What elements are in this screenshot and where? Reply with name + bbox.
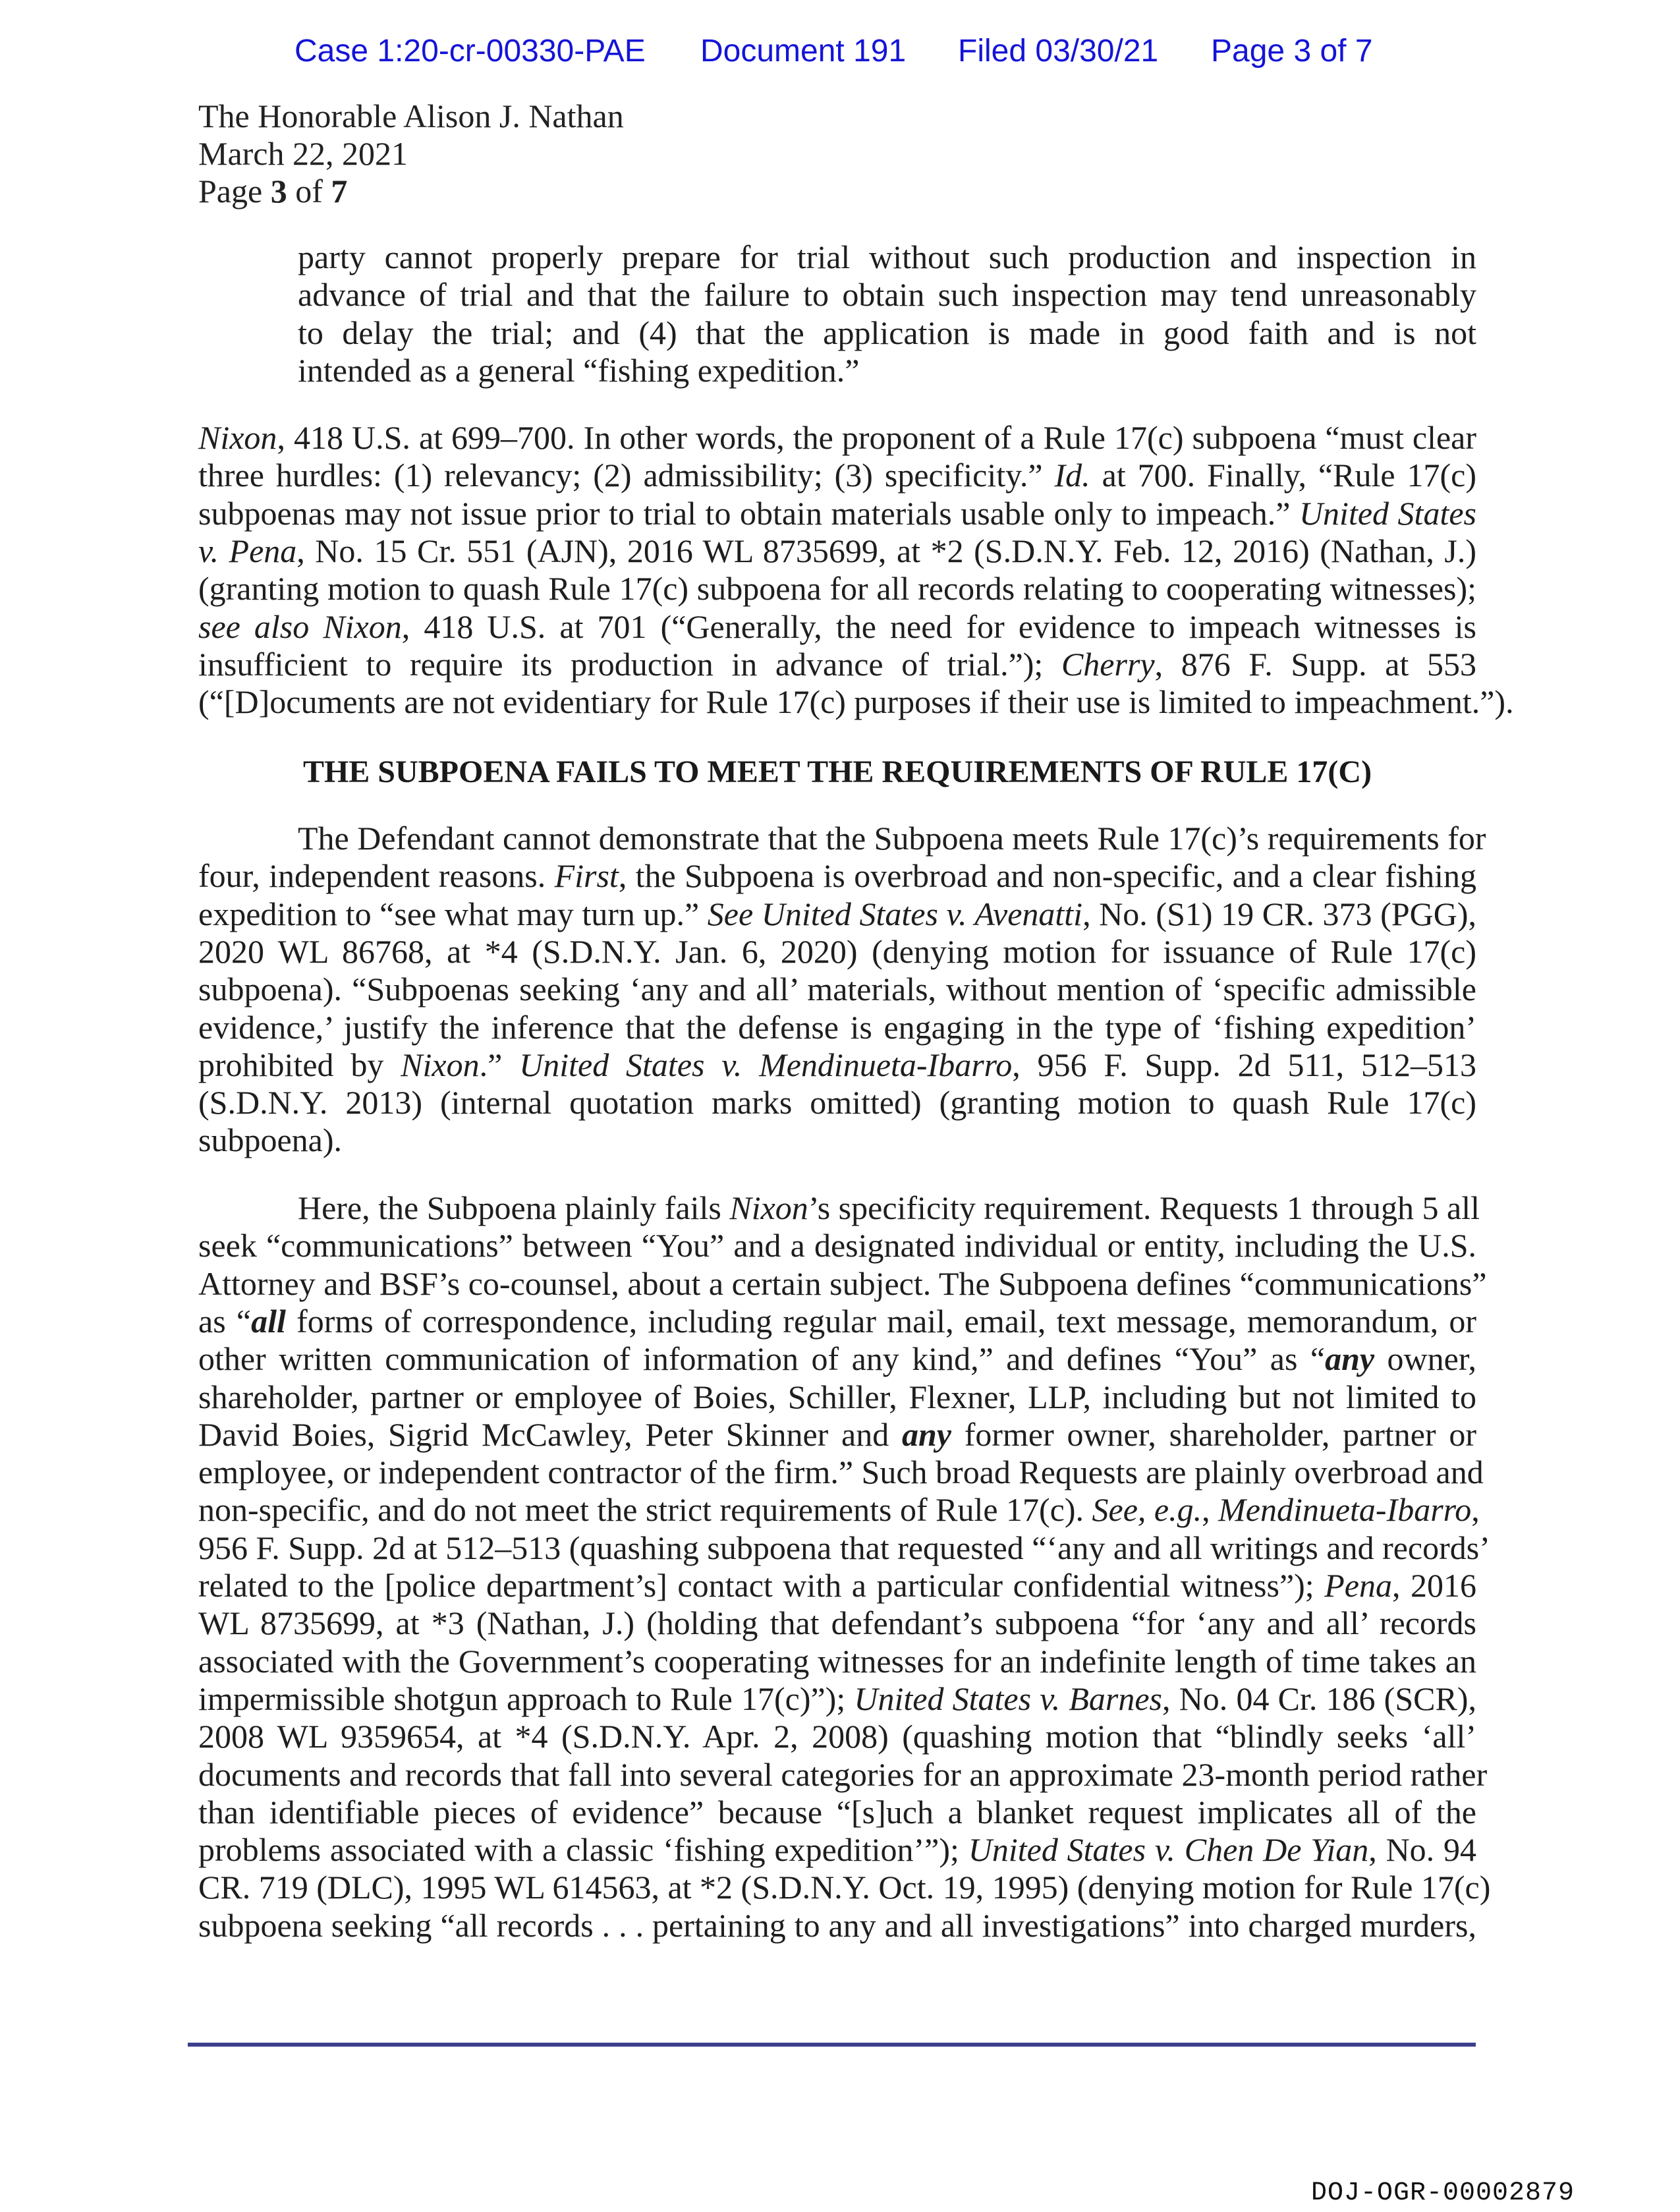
text-run: as “ [198, 1302, 252, 1340]
text-run: , No. 15 Cr. 551 (AJN), 2016 WL 8735699, at *2 (S.D.N.Y. Feb. 12, 2016) (Nathan, J.) [296, 532, 1476, 569]
text-run: (S.D.N.Y. 2013) (internal quotation marks omitted) (granting motion to quash Rule 17(c) [198, 1084, 1476, 1121]
quote-line: advance of trial and that the failure to obtain such inspection may tend unreasonably [298, 276, 1476, 313]
text-run: , 418 U.S. at 699–700. In other words, the proponent of a Rule 17(c) subpoena “must clear [277, 419, 1476, 456]
page-prefix: Page [198, 173, 271, 210]
text-run: (granting motion to quash Rule 17(c) subpoena for all records relating to cooperating witnesses); [198, 570, 1476, 608]
text-run: , No. 04 Cr. 186 (SCR), [1162, 1680, 1476, 1717]
text-line [198, 1084, 1476, 1121]
text-run: four, independent reasons. [198, 857, 555, 895]
text-line [198, 1378, 1476, 1416]
text-run: three hurdles: (1) relevancy; (2) admissibility; (3) specificity.” [198, 457, 1055, 494]
addressee: The Honorable Alison J. Nathan [198, 98, 624, 134]
text-line [198, 683, 1514, 721]
text-line [198, 1907, 1476, 1944]
text-run: at 700. Finally, “Rule 17(c) [1090, 457, 1476, 494]
text-run: subpoena). “Subpoenas seeking ‘any and all’ materials, without mention of ‘specific admissible [198, 971, 1476, 1008]
text-run: former owner, shareholder, partner or [951, 1415, 1476, 1453]
text-run: Attorney and BSF’s co-counsel, about a certain subject. The Subpoena defines “communications” [198, 1264, 1487, 1302]
text-run: David Boies, Sigrid McCawley, Peter Skinner and [198, 1415, 902, 1453]
page-number: 3 [270, 173, 287, 210]
text-line [198, 532, 1476, 570]
section-heading: THE SUBPOENA FAILS TO MEET THE REQUIREMENTS OF RULE 17(C) [302, 754, 1372, 789]
letter-header [198, 98, 624, 210]
text-line [198, 1491, 1480, 1529]
text-run: evidence,’ justify the inference that the defense is engaging in the type of ‘fishing expedition’ [198, 1008, 1476, 1046]
text-run: insufficient to require its production in advance of trial.”); [198, 645, 1061, 683]
italic-citation: Cherry [1061, 645, 1155, 683]
text-run: , 956 F. Supp. 2d 511, 512–513 [1012, 1046, 1476, 1083]
text-line [298, 820, 1486, 857]
text-line [198, 1303, 1476, 1340]
text-run: impermissible shotgun approach to Rule 17(c)”); [198, 1680, 854, 1717]
text-run: The Defendant cannot demonstrate that the Subpoena meets Rule 17(c)’s requirements for [298, 820, 1486, 857]
text-line [198, 1046, 1476, 1084]
italic-citation: Nixon [729, 1189, 808, 1226]
text-line [198, 1604, 1476, 1642]
text-run: owner, [1374, 1340, 1476, 1378]
italic-citation: Mendinueta-Ibarro [1218, 1491, 1472, 1529]
text-line [198, 1264, 1487, 1303]
text-line [198, 1529, 1490, 1567]
text-run: subpoena seeking “all records . . . pertaining to any and all investigations” into charged murders, [198, 1906, 1476, 1944]
text-run: ’s specificity requirement. Requests 1 through 5 all [808, 1189, 1480, 1226]
italic-citation: See, e.g. [1092, 1491, 1202, 1529]
emphasis-text: any [901, 1415, 951, 1453]
text-line [198, 1680, 1476, 1718]
text-run: related to the [police department’s] contact with a particular confidential witness”); [198, 1567, 1325, 1604]
italic-citation: United States v. Mendinueta-Ibarro [519, 1046, 1013, 1083]
italic-citation: see also Nixon [198, 608, 402, 645]
text-line [198, 857, 1476, 895]
text-run: .” [479, 1046, 520, 1083]
text-line [198, 1831, 1476, 1869]
text-run: , 2016 [1391, 1567, 1477, 1604]
text-run: WL 8735699, at *3 (Nathan, J.) (holding that defendant’s subpoena “for ‘any and all’ records [198, 1604, 1476, 1642]
text-run: prohibited by [198, 1046, 401, 1083]
text-run: seek “communications” between “You” and a designated individual or entity, including the U.S. [198, 1227, 1476, 1264]
italic-citation: United States v. Chen De Yian [968, 1831, 1369, 1869]
text-run: , [1202, 1491, 1219, 1529]
text-run: 2008 WL 9359654, at *4 (S.D.N.Y. Apr. 2, 2008) (quashing motion that “blindly seeks ‘all’ [198, 1718, 1476, 1755]
ecf-page-count: Page 3 of 7 [1211, 34, 1373, 69]
text-run: 956 F. Supp. 2d at 512–513 (quashing subpoena that requested “‘any and all writings and records’ [198, 1529, 1490, 1566]
text-run: (“[D]ocuments are not evidentiary for Rule 17(c) purposes if their use is limited to impeachment.”). [198, 683, 1514, 721]
italic-citation: First [554, 857, 619, 895]
italic-citation: United States [1299, 494, 1476, 532]
filed-date: Filed 03/30/21 [958, 34, 1159, 69]
letter-date: March 22, 2021 [198, 135, 408, 172]
italic-citation: Pena [1324, 1567, 1392, 1604]
footer-rule [188, 2043, 1476, 2047]
italic-citation: Nixon [401, 1046, 480, 1083]
text-run: shareholder, partner or employee of Boies, Schiller, Flexner, LLP, including but not limited to [198, 1378, 1476, 1415]
text-line [198, 570, 1476, 608]
quote-line: party cannot properly prepare for trial without such production and inspection in [298, 239, 1476, 275]
text-line [198, 1869, 1491, 1906]
text-line [198, 1794, 1476, 1831]
text-run: , No. 94 [1368, 1831, 1477, 1869]
document-number: Document 191 [700, 34, 907, 69]
text-run: than identifiable pieces of evidence” because “[s]uch a blanket request implicates all of the [198, 1793, 1476, 1830]
text-run: , [1471, 1491, 1480, 1529]
text-line [198, 1454, 1484, 1491]
page-total: 7 [331, 173, 348, 210]
case-number: Case 1:20-cr-00330-PAE [294, 34, 646, 69]
italic-citation: v. Pena [198, 532, 297, 569]
text-line [198, 1718, 1476, 1755]
text-run: other written communication of information of any kind,” and defines “You” as “ [198, 1340, 1326, 1378]
emphasis-text: any [1325, 1340, 1375, 1378]
text-run: 2020 WL 86768, at *4 (S.D.N.Y. Jan. 6, 2020) (denying motion for issuance of Rule 17(c) [198, 932, 1476, 970]
text-line [198, 419, 1476, 457]
text-run: , the Subpoena is overbroad and non-specific, and a clear fishing [618, 857, 1476, 895]
quote-line: intended as a general “fishing expedition.” [298, 352, 860, 389]
text-line [198, 895, 1476, 933]
text-line [198, 1567, 1476, 1604]
text-run: employee, or independent contractor of the firm.” Such broad Requests are plainly overbroad and [198, 1454, 1484, 1491]
text-line [198, 1340, 1476, 1378]
text-line [198, 1009, 1476, 1046]
text-line [298, 1189, 1480, 1227]
emphasis-text: all [251, 1302, 286, 1340]
quote-line: to delay the trial; and (4) that the application is made in good faith and is not [298, 314, 1476, 351]
text-run: CR. 719 (DLC), 1995 WL 614563, at *2 (S.D.N.Y. Oct. 19, 1995) (denying motion for Rule 17(c) [198, 1869, 1491, 1906]
text-line [198, 933, 1476, 971]
text-line [198, 1416, 1476, 1454]
italic-citation: Nixon [198, 419, 277, 456]
text-line [198, 457, 1476, 494]
text-run: problems associated with a classic ‘fishing expedition’”); [198, 1831, 968, 1869]
text-line [198, 1643, 1476, 1680]
italic-citation: See United States v. Avenatti [707, 895, 1083, 932]
italic-citation: Id. [1054, 457, 1090, 494]
letter-page-number [198, 173, 624, 210]
text-run: expedition to “see what may turn up.” [198, 895, 708, 932]
text-line [198, 646, 1476, 683]
text-run: associated with the Government’s cooperating witnesses for an indefinite length of time takes an [198, 1642, 1476, 1680]
text-run: , No. (S1) 19 CR. 373 (PGG), [1082, 895, 1476, 932]
text-line [198, 1755, 1488, 1794]
text-line [198, 1227, 1476, 1264]
bates-stamp: DOJ-OGR-00002879 [1311, 2178, 1575, 2208]
italic-citation: United States v. Barnes [854, 1680, 1163, 1717]
page-of: of [287, 173, 331, 210]
text-run: , 876 F. Supp. at 553 [1154, 645, 1476, 683]
text-run: subpoenas may not issue prior to trial to obtain materials usable only to impeach.” [198, 494, 1299, 532]
text-line [198, 608, 1476, 646]
text-run: documents and records that fall into several categories for an approximate 23-month period rather [198, 1755, 1488, 1793]
text-run: non-specific, and do not meet the strict requirements of Rule 17(c). [198, 1491, 1092, 1529]
text-line [198, 971, 1476, 1008]
text-run: Here, the Subpoena plainly fails [298, 1189, 730, 1226]
text-run: forms of correspondence, including regular mail, email, text message, memorandum, or [285, 1302, 1476, 1340]
text-line [198, 1121, 1476, 1159]
text-run: subpoena). [198, 1121, 342, 1159]
text-run: , 418 U.S. at 701 (“Generally, the need for evidence to impeach witnesses is [401, 608, 1476, 645]
text-line [198, 495, 1476, 532]
